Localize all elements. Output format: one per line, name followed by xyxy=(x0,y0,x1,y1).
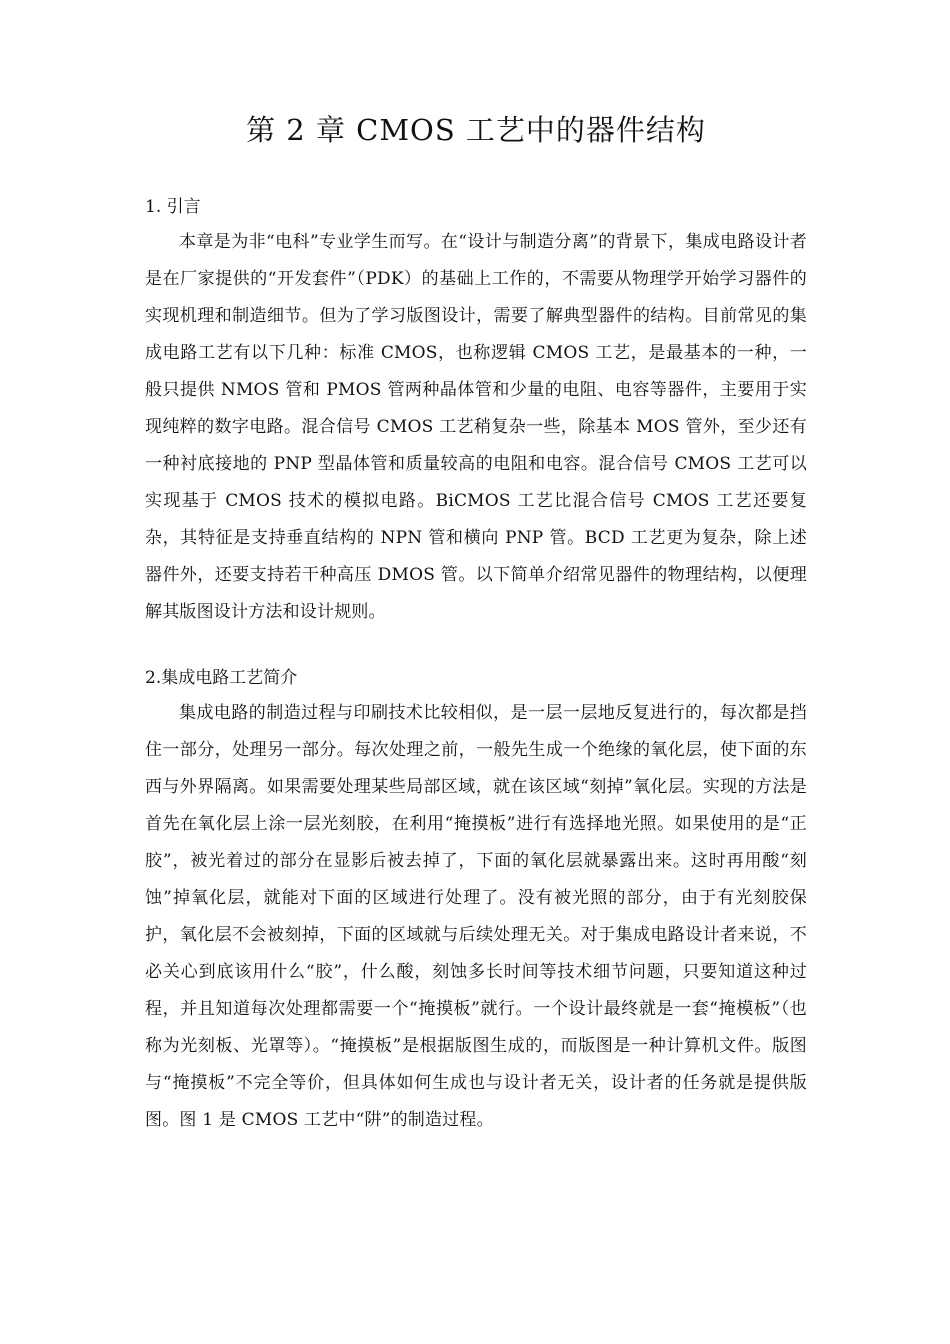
section-paragraph-introduction: 本章是为非“电科”专业学生而写。在“设计与制造分离”的背景下，集成电路设计者是在厂家提供的“开发套件”（PDK）的基础上工作的，不需要从物理学开始学习器件的实现机理和制造细节。但为了学习版图设计，需要了解典型器件的结构。目前常见的集成电路工艺有以下几种：标准 CMOS，也称逻辑 CMOS 工艺，是最基本的一种，一般只提供 NMOS 管和 PMOS 管两种晶体管和少量的电阻、电容等器件，主要用于实现纯粹的数字电路。混合信号 CMOS 工艺稍复杂一些，除基本 MOS 管外，至少还有一种衬底接地的 PNP 型晶体管和质量较高的电阻和电容。混合信号 CMOS 工艺可以实现基于 CMOS 技术的模拟电路。BiCMOS 工艺比混合信号 CMOS 工艺还要复杂，其特征是支持垂直结构的 NPN 管和横向 PNP 管。BCD 工艺更为复杂，除上述器件外，还要支持若干种高压 DMOS 管。以下简单介绍常见器件的物理结构，以便理解其版图设计方法和设计规则。 xyxy=(145,232,807,622)
section-heading-introduction: 1. 引言 xyxy=(145,197,201,217)
chapter-title: 第 2 章 CMOS 工艺中的器件结构 xyxy=(246,113,706,147)
section-paragraph-process-overview: 集成电路的制造过程与印刷技术比较相似，是一层一层地反复进行的，每次都是挡住一部分，处理另一部分。每次处理之前，一般先生成一个绝缘的氧化层，使下面的东西与外界隔离。如果需要处理某些局部区域，就在该区域“刻掉”氧化层。实现的方法是首先在氧化层上涂一层光刻胶，在利用“掩摸板”进行有选择地光照。如果使用的是“正胶”，被光着过的部分在显影后被去掉了，下面的氧化层就暴露出来。这时再用酸“刻蚀”掉氧化层，就能对下面的区域进行处理了。没有被光照的部分，由于有光刻胶保护，氧化层不会被刻掉，下面的区域就与后续处理无关。对于集成电路设计者来说，不必关心到底该用什么“胶”，什么酸，刻蚀多长时间等技术细节问题，只要知道这种过程，并且知道每次处理都需要一个“掩摸板”就行。一个设计最终就是一套“掩模板”（也称为光刻板、光罩等）。“掩摸板”是根据版图生成的，而版图是一种计算机文件。版图与“掩摸板”不完全等价，但具体如何生成也与设计者无关，设计者的任务就是提供版图。图 1 是 CMOS 工艺中“阱”的制造过程。 xyxy=(145,703,807,1130)
section-heading-process-overview: 2.集成电路工艺简介 xyxy=(145,668,298,688)
